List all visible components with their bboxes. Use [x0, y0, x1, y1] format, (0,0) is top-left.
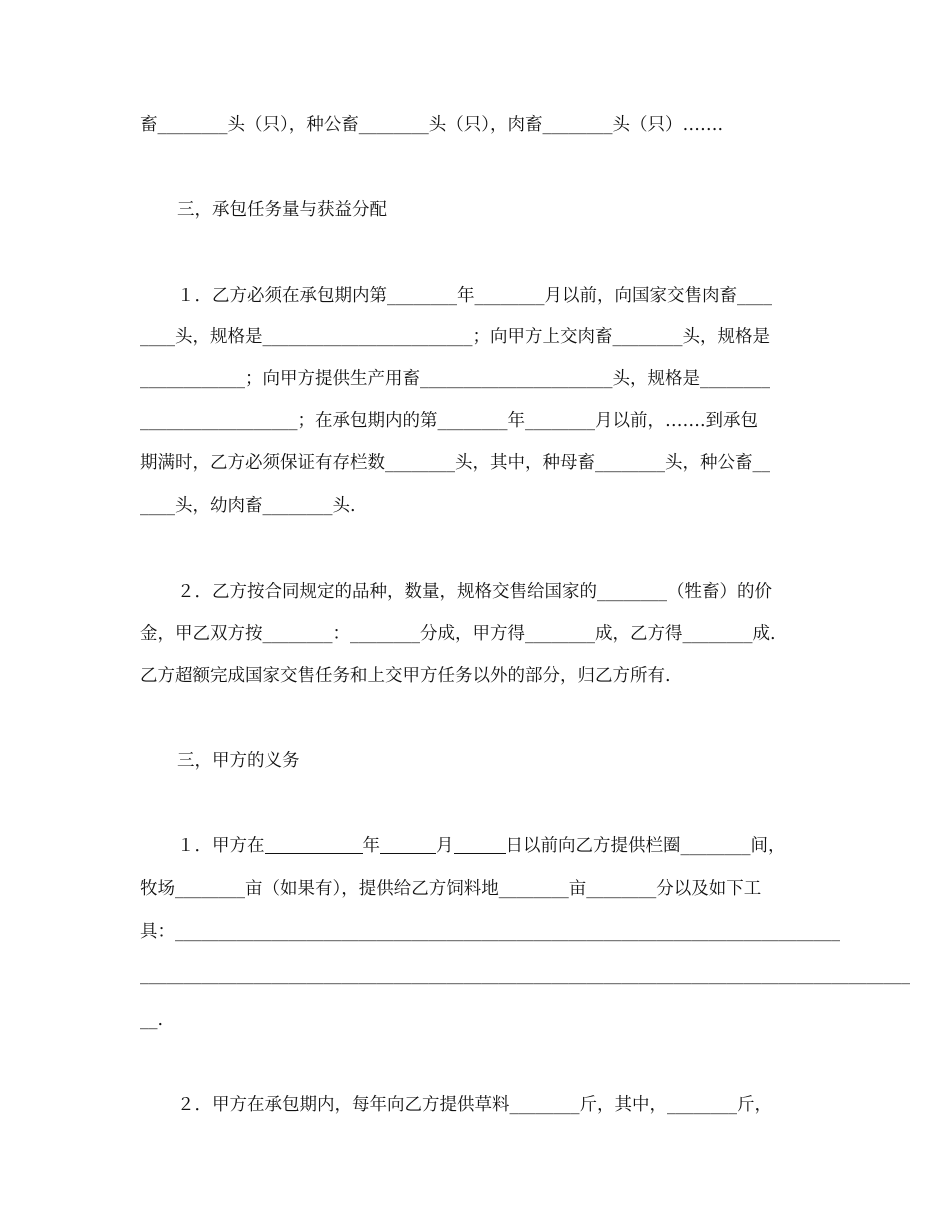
year-blank: [265, 835, 363, 854]
obligation-1-text-d: 日以前向乙方提供栏圈________间，: [505, 836, 786, 856]
clause-1-line-2: ____头，规格是________________________；向甲方上交肉畜________头，规格是: [140, 327, 770, 347]
clause-1-line-6: ____头，幼肉畜________头.: [140, 496, 356, 516]
obligation-2-line-1: ２．甲方在承包期内，每年向乙方提供草料________斤，其中，________斤，: [177, 1095, 772, 1115]
obligation-1-text-c: 月: [436, 836, 454, 856]
clause-1-line-4: __________________；在承包期内的第________年________月以前，…….到承包: [140, 411, 759, 431]
clause-1-line-5: 期满时，乙方必须保证有存栏数________头，其中，种母畜________头，种公畜__: [140, 453, 770, 473]
obligation-1-line-4: ________________________________________________________________________________________: [140, 965, 910, 985]
clause-1-line-3: ____________；向甲方提供生产用畜______________________头，规格是________: [140, 369, 770, 389]
clause-2-line-1: ２．乙方按合同规定的品种，数量，规格交售给国家的________（牲畜）的价: [177, 582, 772, 602]
livestock-count-line: 畜________头（只），种公畜________头（只），肉畜________头（只）…….: [140, 115, 724, 135]
month-blank: [380, 835, 436, 854]
clause-2-line-2: 金，甲乙双方按________：________分成，甲方得________成，乙方得________成.: [140, 624, 776, 644]
obligation-1-line-1: [177, 834, 812, 858]
obligation-1-line-2: 牧场________亩（如果有），提供给乙方饲料地________亩________分以及如下工: [140, 879, 762, 899]
section-heading-party-a-obligations: 三，甲方的义务: [177, 751, 300, 771]
obligation-1-text-a: １．甲方在: [177, 836, 265, 856]
obligation-1-line-5: __.: [140, 1010, 164, 1030]
section-heading-task-distribution: 三，承包任务量与获益分配: [177, 200, 387, 220]
obligation-1-text-b: 年: [362, 836, 380, 856]
day-blank: [454, 835, 506, 854]
clause-2-line-3: 乙方超额完成国家交售任务和上交甲方任务以外的部分，归乙方所有.: [140, 666, 671, 686]
obligation-1-line-3: 具：____________________________________________________________________________: [140, 922, 840, 942]
clause-1-line-1: １．乙方必须在承包期内第________年________月以前，向国家交售肉畜____: [177, 286, 772, 306]
